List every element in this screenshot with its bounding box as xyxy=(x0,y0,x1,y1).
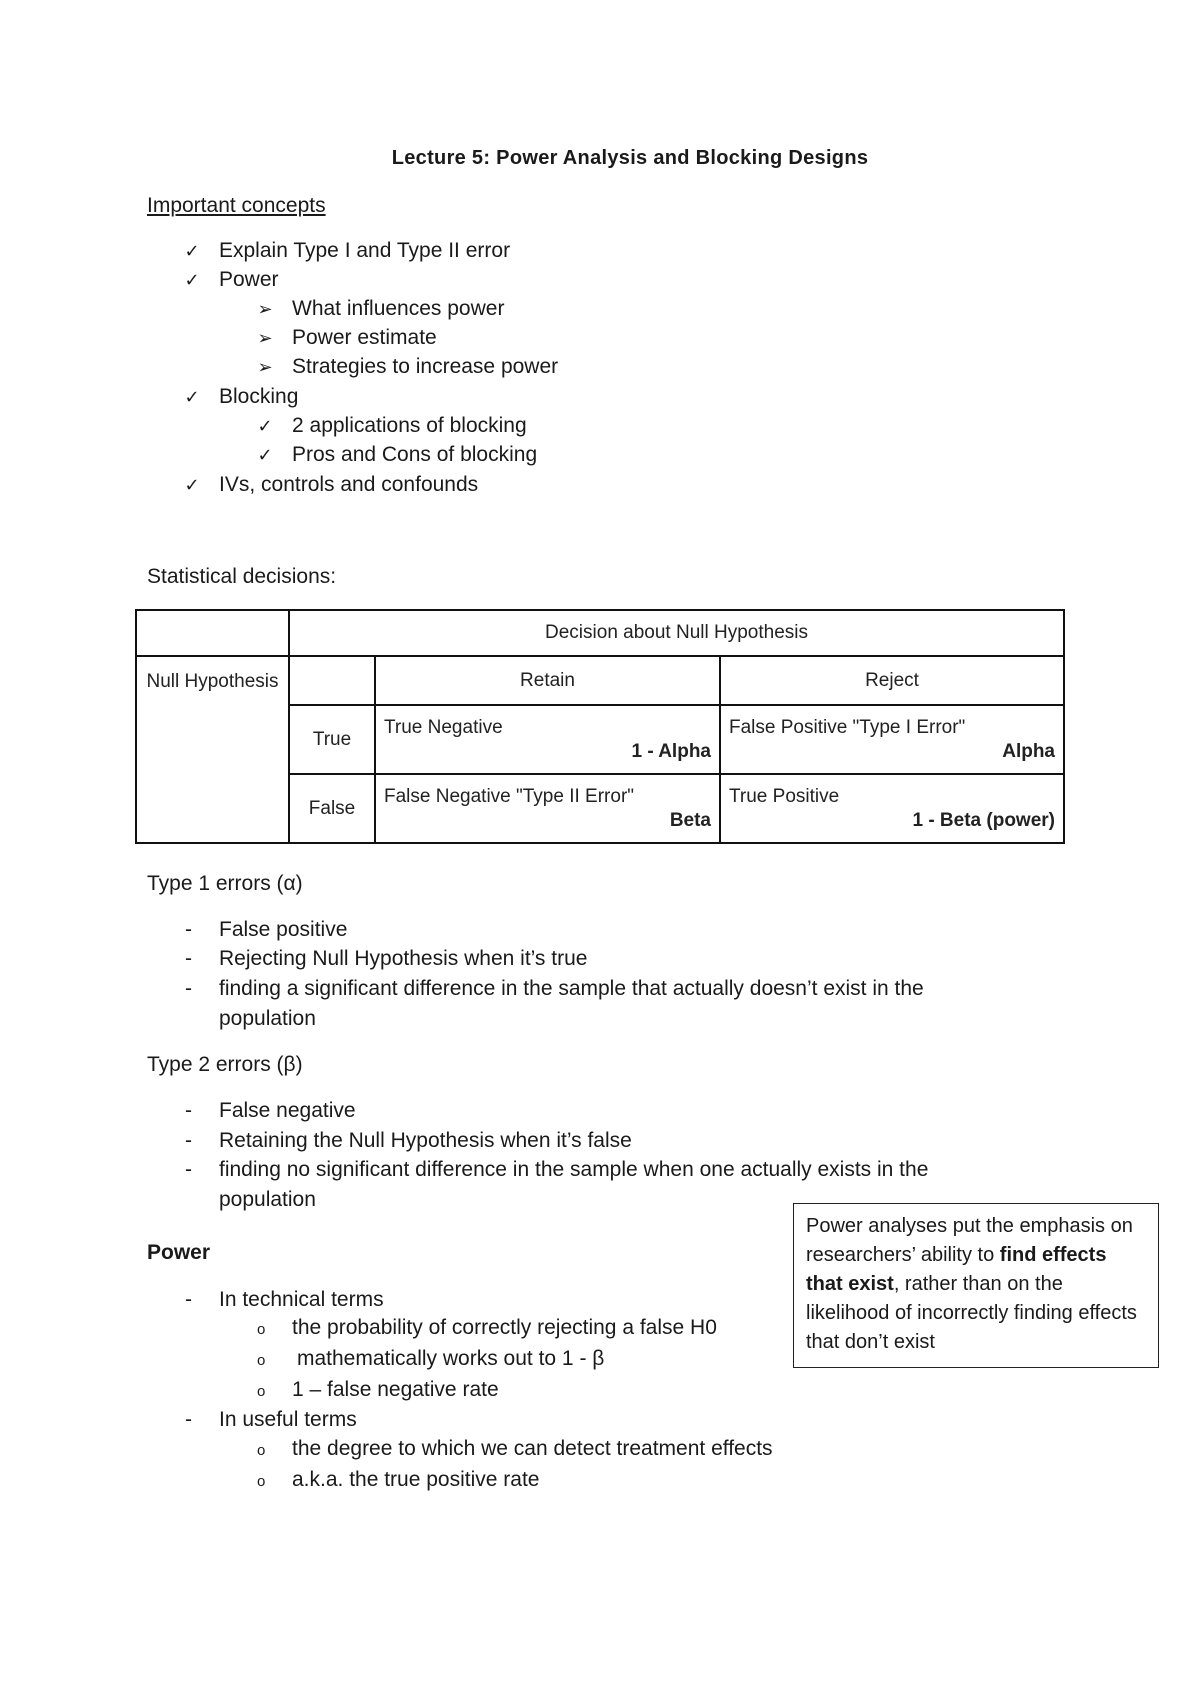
list-item: finding no significant difference in the sample when one actually exists in the xyxy=(219,1158,929,1181)
cell-text: False Negative "Type II Error" xyxy=(384,785,635,807)
col-reject: Reject xyxy=(720,656,1064,705)
arrowhead-icon: ➢ xyxy=(257,299,273,319)
power-technical-item: the probability of correctly rejecting a false H0 xyxy=(292,1316,717,1339)
power-useful-item: the degree to which we can detect treatment effects xyxy=(292,1437,773,1460)
page-title: Lecture 5: Power Analysis and Blocking Designs xyxy=(391,147,869,169)
power-callout-box xyxy=(793,1203,1159,1368)
list-item: finding a significant difference in the sample that actually doesn’t exist in the xyxy=(219,977,924,1000)
concept-subitem: 2 applications of blocking xyxy=(292,414,527,437)
row-label-true: True xyxy=(289,705,375,774)
type2-heading: Type 2 errors (β) xyxy=(147,1053,303,1076)
decision-table xyxy=(135,609,1065,844)
cell-value: 1 - Beta (power) xyxy=(912,809,1055,831)
dash-marker: - xyxy=(185,947,192,970)
concept-subitem: What influences power xyxy=(292,297,505,320)
circle-bullet-icon: o xyxy=(257,1383,266,1400)
arrowhead-icon: ➢ xyxy=(257,328,273,348)
arrowhead-icon: ➢ xyxy=(257,357,273,377)
list-item-continuation: population xyxy=(219,1007,316,1030)
cell-false-negative xyxy=(375,774,720,843)
checkmark-icon: ✓ xyxy=(184,241,200,261)
checkmark-icon: ✓ xyxy=(257,416,273,436)
concept-item: Power xyxy=(219,268,279,291)
power-useful-item: a.k.a. the true positive rate xyxy=(292,1468,540,1491)
circle-bullet-icon: o xyxy=(257,1321,266,1338)
cell-true-negative xyxy=(375,705,720,774)
dash-marker: - xyxy=(185,1158,192,1181)
checkmark-icon: ✓ xyxy=(257,445,273,465)
cell-text: True Positive xyxy=(729,785,840,807)
dash-marker: - xyxy=(185,1288,192,1311)
concept-subitem: Power estimate xyxy=(292,326,437,349)
list-item: False positive xyxy=(219,918,348,941)
circle-bullet-icon: o xyxy=(257,1442,266,1459)
checkmark-icon: ✓ xyxy=(184,270,200,290)
col-retain: Retain xyxy=(375,656,720,705)
cell-value: 1 - Alpha xyxy=(631,740,711,762)
list-item-continuation: population xyxy=(219,1188,316,1211)
concepts-heading: Important concepts xyxy=(147,194,326,217)
concept-item: Blocking xyxy=(219,385,299,408)
dash-marker: - xyxy=(185,1408,192,1431)
type1-heading: Type 1 errors (α) xyxy=(147,872,303,895)
power-technical-item: mathematically works out to 1 - β xyxy=(297,1347,605,1370)
concept-item: Explain Type I and Type II error xyxy=(219,239,511,262)
concept-item: IVs, controls and confounds xyxy=(219,473,479,496)
table-empty-cell xyxy=(289,656,375,705)
concept-subitem: Strategies to increase power xyxy=(292,355,559,378)
circle-bullet-icon: o xyxy=(257,1473,266,1490)
cell-value: Beta xyxy=(669,809,711,831)
power-heading: Power xyxy=(147,1241,211,1264)
circle-bullet-icon: o xyxy=(257,1352,266,1369)
checkmark-icon: ✓ xyxy=(184,475,200,495)
row-label-false: False xyxy=(289,774,375,843)
table-empty-cell xyxy=(136,610,289,656)
cell-text: False Positive "Type I Error" xyxy=(729,716,966,738)
concept-subitem: Pros and Cons of blocking xyxy=(292,443,538,466)
list-item: False negative xyxy=(219,1099,356,1122)
checkmark-icon: ✓ xyxy=(184,387,200,407)
callout-text: Power analyses put the emphasis on researchers’ ability to xyxy=(806,1215,1133,1266)
cell-value: Alpha xyxy=(1002,740,1055,762)
list-item: Retaining the Null Hypothesis when it’s false xyxy=(219,1129,632,1152)
cell-text: True Negative xyxy=(384,716,503,738)
cell-false-positive xyxy=(720,705,1064,774)
power-technical-item: 1 – false negative rate xyxy=(292,1378,499,1401)
power-useful-label: In useful terms xyxy=(219,1408,357,1431)
callout-emphasis: find effects that exist xyxy=(806,1244,1107,1295)
cell-true-positive xyxy=(720,774,1064,843)
power-technical-label: In technical terms xyxy=(219,1288,384,1311)
dash-marker: - xyxy=(185,1099,192,1122)
dash-marker: - xyxy=(185,977,192,1000)
list-item: Rejecting Null Hypothesis when it’s true xyxy=(219,947,588,970)
dash-marker: - xyxy=(185,1129,192,1152)
dash-marker: - xyxy=(185,918,192,941)
null-hypothesis-label: Null Hypothesis xyxy=(136,656,289,843)
callout-text: , rather than on the likelihood of incorrectly finding effects that don’t exist xyxy=(806,1273,1137,1353)
stat-decisions-heading: Statistical decisions: xyxy=(147,565,337,588)
decision-header: Decision about Null Hypothesis xyxy=(289,610,1064,656)
